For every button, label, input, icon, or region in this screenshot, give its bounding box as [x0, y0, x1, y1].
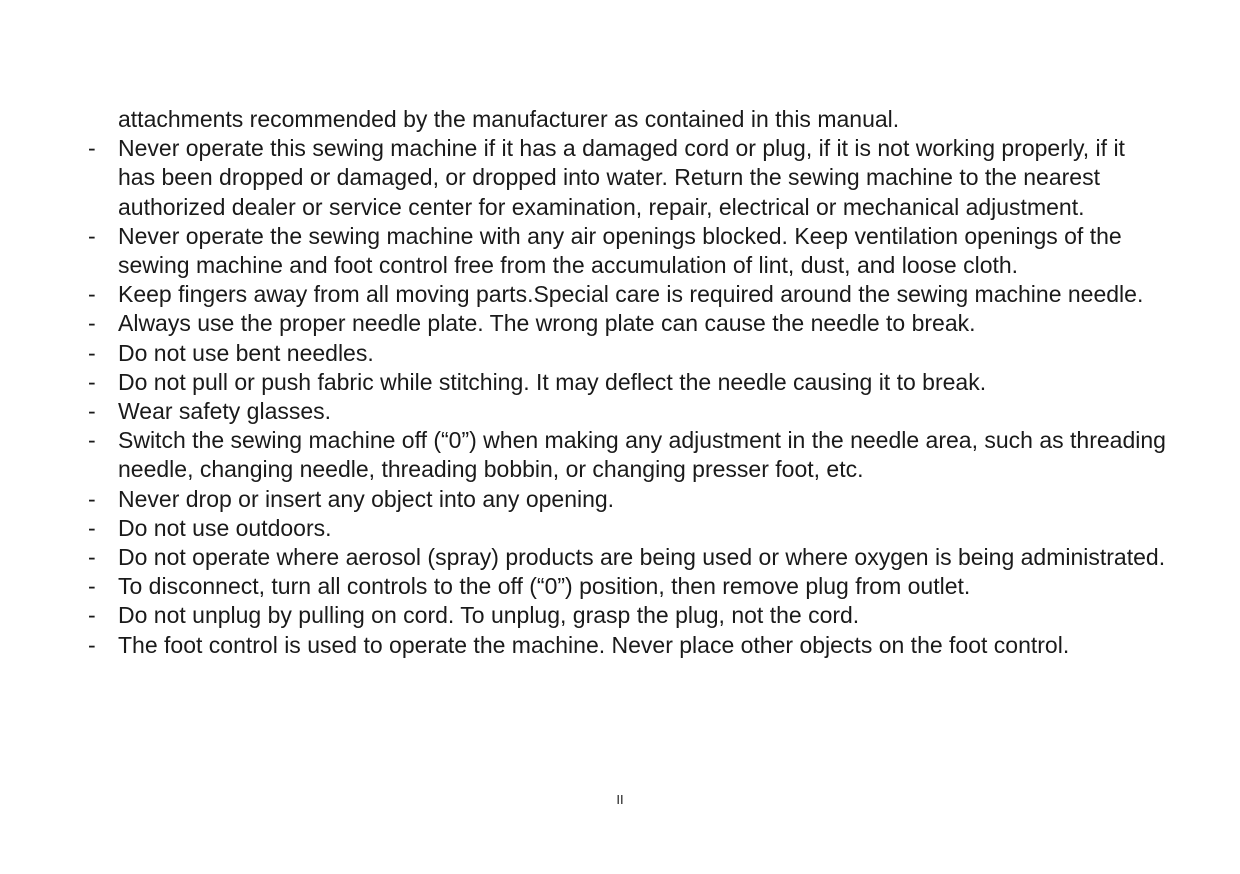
bullet-dash: - — [88, 310, 96, 337]
safety-instructions — [88, 105, 1168, 660]
list-item-text: Keep fingers away from all moving parts.Special care is required around the sewing machine needle. — [118, 281, 1144, 308]
page-number: II — [616, 792, 624, 807]
list-item — [88, 485, 1168, 514]
list-item — [88, 368, 1168, 397]
list-item — [88, 309, 1168, 338]
bullet-dash: - — [88, 485, 96, 512]
continuation-line: attachments recommended by the manufacturer as contained in this manual. — [118, 106, 900, 132]
bullet-dash: - — [88, 573, 96, 600]
list-item — [88, 631, 1168, 660]
list-item-text: Do not use bent needles. — [118, 339, 374, 366]
list-item-text: Switch the sewing machine off (“0”) when making any adjustment in the needle area, such as threading needle, changing needle, threading bobbin, or changing presser foot, etc. — [118, 427, 1166, 483]
bullet-dash: - — [88, 368, 96, 395]
bullet-dash: - — [88, 427, 96, 454]
bullet-dash: - — [88, 602, 96, 629]
bullet-dash: - — [88, 631, 96, 658]
list-item — [88, 280, 1168, 309]
bullet-dash: - — [88, 135, 96, 162]
list-item — [88, 572, 1168, 601]
bullet-dash: - — [88, 398, 96, 425]
safety-list — [88, 134, 1168, 660]
list-item-text: The foot control is used to operate the machine. Never place other objects on the foot control. — [118, 631, 1070, 658]
list-item — [88, 339, 1168, 368]
list-item-text: Never operate this sewing machine if it has a damaged cord or plug, if it is not working properly, if it has been dropped or damaged, or dropped into water. Return the sewing machine to the nearest authorized dealer or service center for examination, repair, electrical or mechanical adjustment. — [118, 135, 1125, 220]
list-item-text: Do not pull or push fabric while stitching. It may deflect the needle causing it to break. — [118, 368, 987, 395]
list-item — [88, 426, 1168, 484]
list-item-text: Do not operate where aerosol (spray) products are being used or where oxygen is being administrated. — [118, 544, 1166, 571]
bullet-dash: - — [88, 544, 96, 571]
list-item-text: To disconnect, turn all controls to the off (“0”) position, then remove plug from outlet. — [118, 573, 971, 600]
list-item-text: Always use the proper needle plate. The wrong plate can cause the needle to break. — [118, 310, 976, 337]
list-item-text: Wear safety glasses. — [118, 398, 332, 425]
list-item — [88, 397, 1168, 426]
bullet-dash: - — [88, 281, 96, 308]
list-item — [88, 134, 1168, 222]
bullet-dash: - — [88, 222, 96, 249]
list-item-text: Never drop or insert any object into any opening. — [118, 485, 615, 512]
bullet-dash: - — [88, 514, 96, 541]
list-item — [88, 222, 1168, 280]
list-item — [88, 514, 1168, 543]
list-item — [88, 601, 1168, 630]
bullet-dash: - — [88, 339, 96, 366]
list-item — [88, 543, 1168, 572]
list-item-text: Do not unplug by pulling on cord. To unplug, grasp the plug, not the cord. — [118, 602, 860, 629]
list-item-text: Do not use outdoors. — [118, 514, 332, 541]
list-item-text: Never operate the sewing machine with any air openings blocked. Keep ventilation openings of the sewing machine and foot control free from the accumulation of lint, dust, and loose cloth. — [118, 222, 1122, 279]
